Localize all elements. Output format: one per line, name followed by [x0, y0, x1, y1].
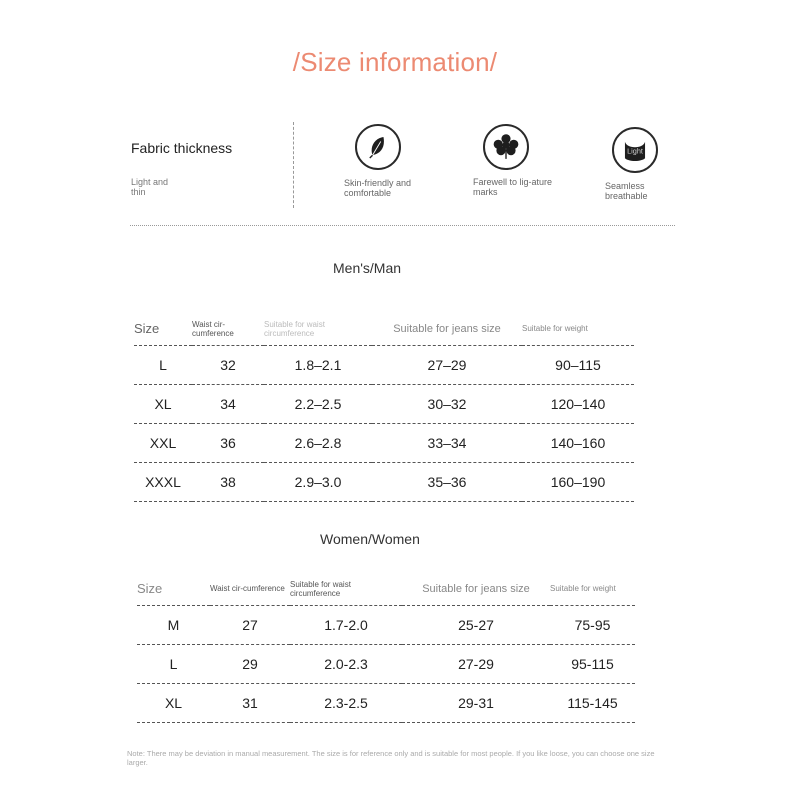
- section-divider: [130, 225, 675, 226]
- cell-jeans: 33–34: [427, 434, 467, 451]
- cell-weight: 160–190: [550, 473, 606, 490]
- table-row: [137, 605, 635, 644]
- table-row: [134, 462, 634, 501]
- cell-waist: 31: [242, 694, 258, 711]
- cell-waist: 32: [220, 356, 236, 373]
- men-section-title: Men's/Man: [333, 260, 402, 276]
- col-waist-fit: Suitable for waist circumference: [290, 579, 351, 598]
- col-size: Size: [137, 581, 163, 597]
- cell-waist: 36: [220, 434, 236, 451]
- women-section-title: Women/Women: [320, 531, 420, 547]
- table-header-row: [134, 313, 634, 345]
- cell-weight: 75-95: [574, 616, 611, 633]
- cell-size: M: [167, 616, 180, 633]
- cell-size: XXXL: [145, 473, 181, 490]
- cell-waist-fit: 2.0-2.3: [324, 655, 368, 672]
- cell-weight: 90–115: [555, 356, 601, 373]
- table-row: [134, 384, 634, 423]
- table-row: [134, 423, 634, 462]
- cell-jeans: 30–32: [427, 395, 467, 412]
- col-size: Size: [134, 321, 160, 337]
- women-size-table: [137, 573, 635, 723]
- col-weight: Suitable for weight: [522, 324, 588, 334]
- cotton-icon: [483, 124, 529, 170]
- cell-waist-fit: 1.8–2.1: [294, 356, 342, 373]
- leaf-icon: [355, 124, 401, 170]
- divider: [293, 122, 295, 208]
- cell-jeans: 25-27: [458, 616, 494, 633]
- cell-waist-fit: 2.6–2.8: [294, 434, 342, 451]
- cell-size: XL: [154, 395, 172, 412]
- cell-jeans: 27–29: [427, 356, 467, 373]
- cell-waist: 29: [242, 655, 258, 672]
- feature-no-marks: Farewell to lig-ature marks: [473, 177, 553, 197]
- cell-jeans: 27-29: [458, 655, 494, 672]
- cell-size: L: [159, 356, 167, 373]
- lingerie-icon: [612, 127, 658, 173]
- cell-waist: 34: [220, 395, 236, 412]
- fabric-thickness-label: Fabric thickness: [131, 140, 233, 156]
- page-title: /Size information/: [292, 47, 498, 77]
- cell-weight: 95-115: [571, 655, 614, 672]
- col-weight: Suitable for weight: [550, 584, 616, 594]
- col-waist-fit: Suitable for waist circumference: [264, 319, 325, 338]
- cell-waist: 27: [242, 616, 258, 633]
- cell-waist: 38: [220, 473, 236, 490]
- table-row: [134, 345, 634, 384]
- table-row: [137, 683, 635, 722]
- cell-size: XXL: [149, 434, 177, 451]
- lingerie-icon-text: Light: [627, 146, 643, 156]
- cell-waist-fit: 1.7-2.0: [324, 616, 368, 633]
- col-waist: Waist cir-cumference: [210, 584, 285, 594]
- cell-weight: 140–160: [550, 434, 606, 451]
- table-header-row: [137, 573, 635, 605]
- fabric-thickness-value: Light and thin: [131, 177, 169, 197]
- cell-waist-fit: 2.3-2.5: [324, 694, 368, 711]
- cell-waist-fit: 2.9–3.0: [294, 473, 342, 490]
- cell-weight: 115-145: [567, 694, 618, 711]
- col-waist: Waist cir-cumference: [192, 319, 234, 338]
- cell-weight: 120–140: [550, 395, 606, 412]
- feature-skin-friendly: Skin-friendly and comfortable: [344, 178, 412, 198]
- men-size-table: [134, 313, 634, 502]
- cell-size: XL: [164, 694, 183, 711]
- cell-size: L: [169, 655, 178, 672]
- size-note: Note: There may be deviation in manual measurement. The size is for reference only and is suitable for most people. If you like loose, you can choose one size larger.: [127, 749, 655, 767]
- cell-jeans: 29-31: [458, 694, 494, 711]
- feature-seamless: Seamless breathable: [605, 181, 648, 201]
- cell-jeans: 35–36: [427, 473, 467, 490]
- cell-waist-fit: 2.2–2.5: [294, 395, 342, 412]
- col-jeans: Suitable for jeans size: [393, 322, 501, 335]
- col-jeans: Suitable for jeans size: [422, 582, 530, 595]
- table-row: [137, 644, 635, 683]
